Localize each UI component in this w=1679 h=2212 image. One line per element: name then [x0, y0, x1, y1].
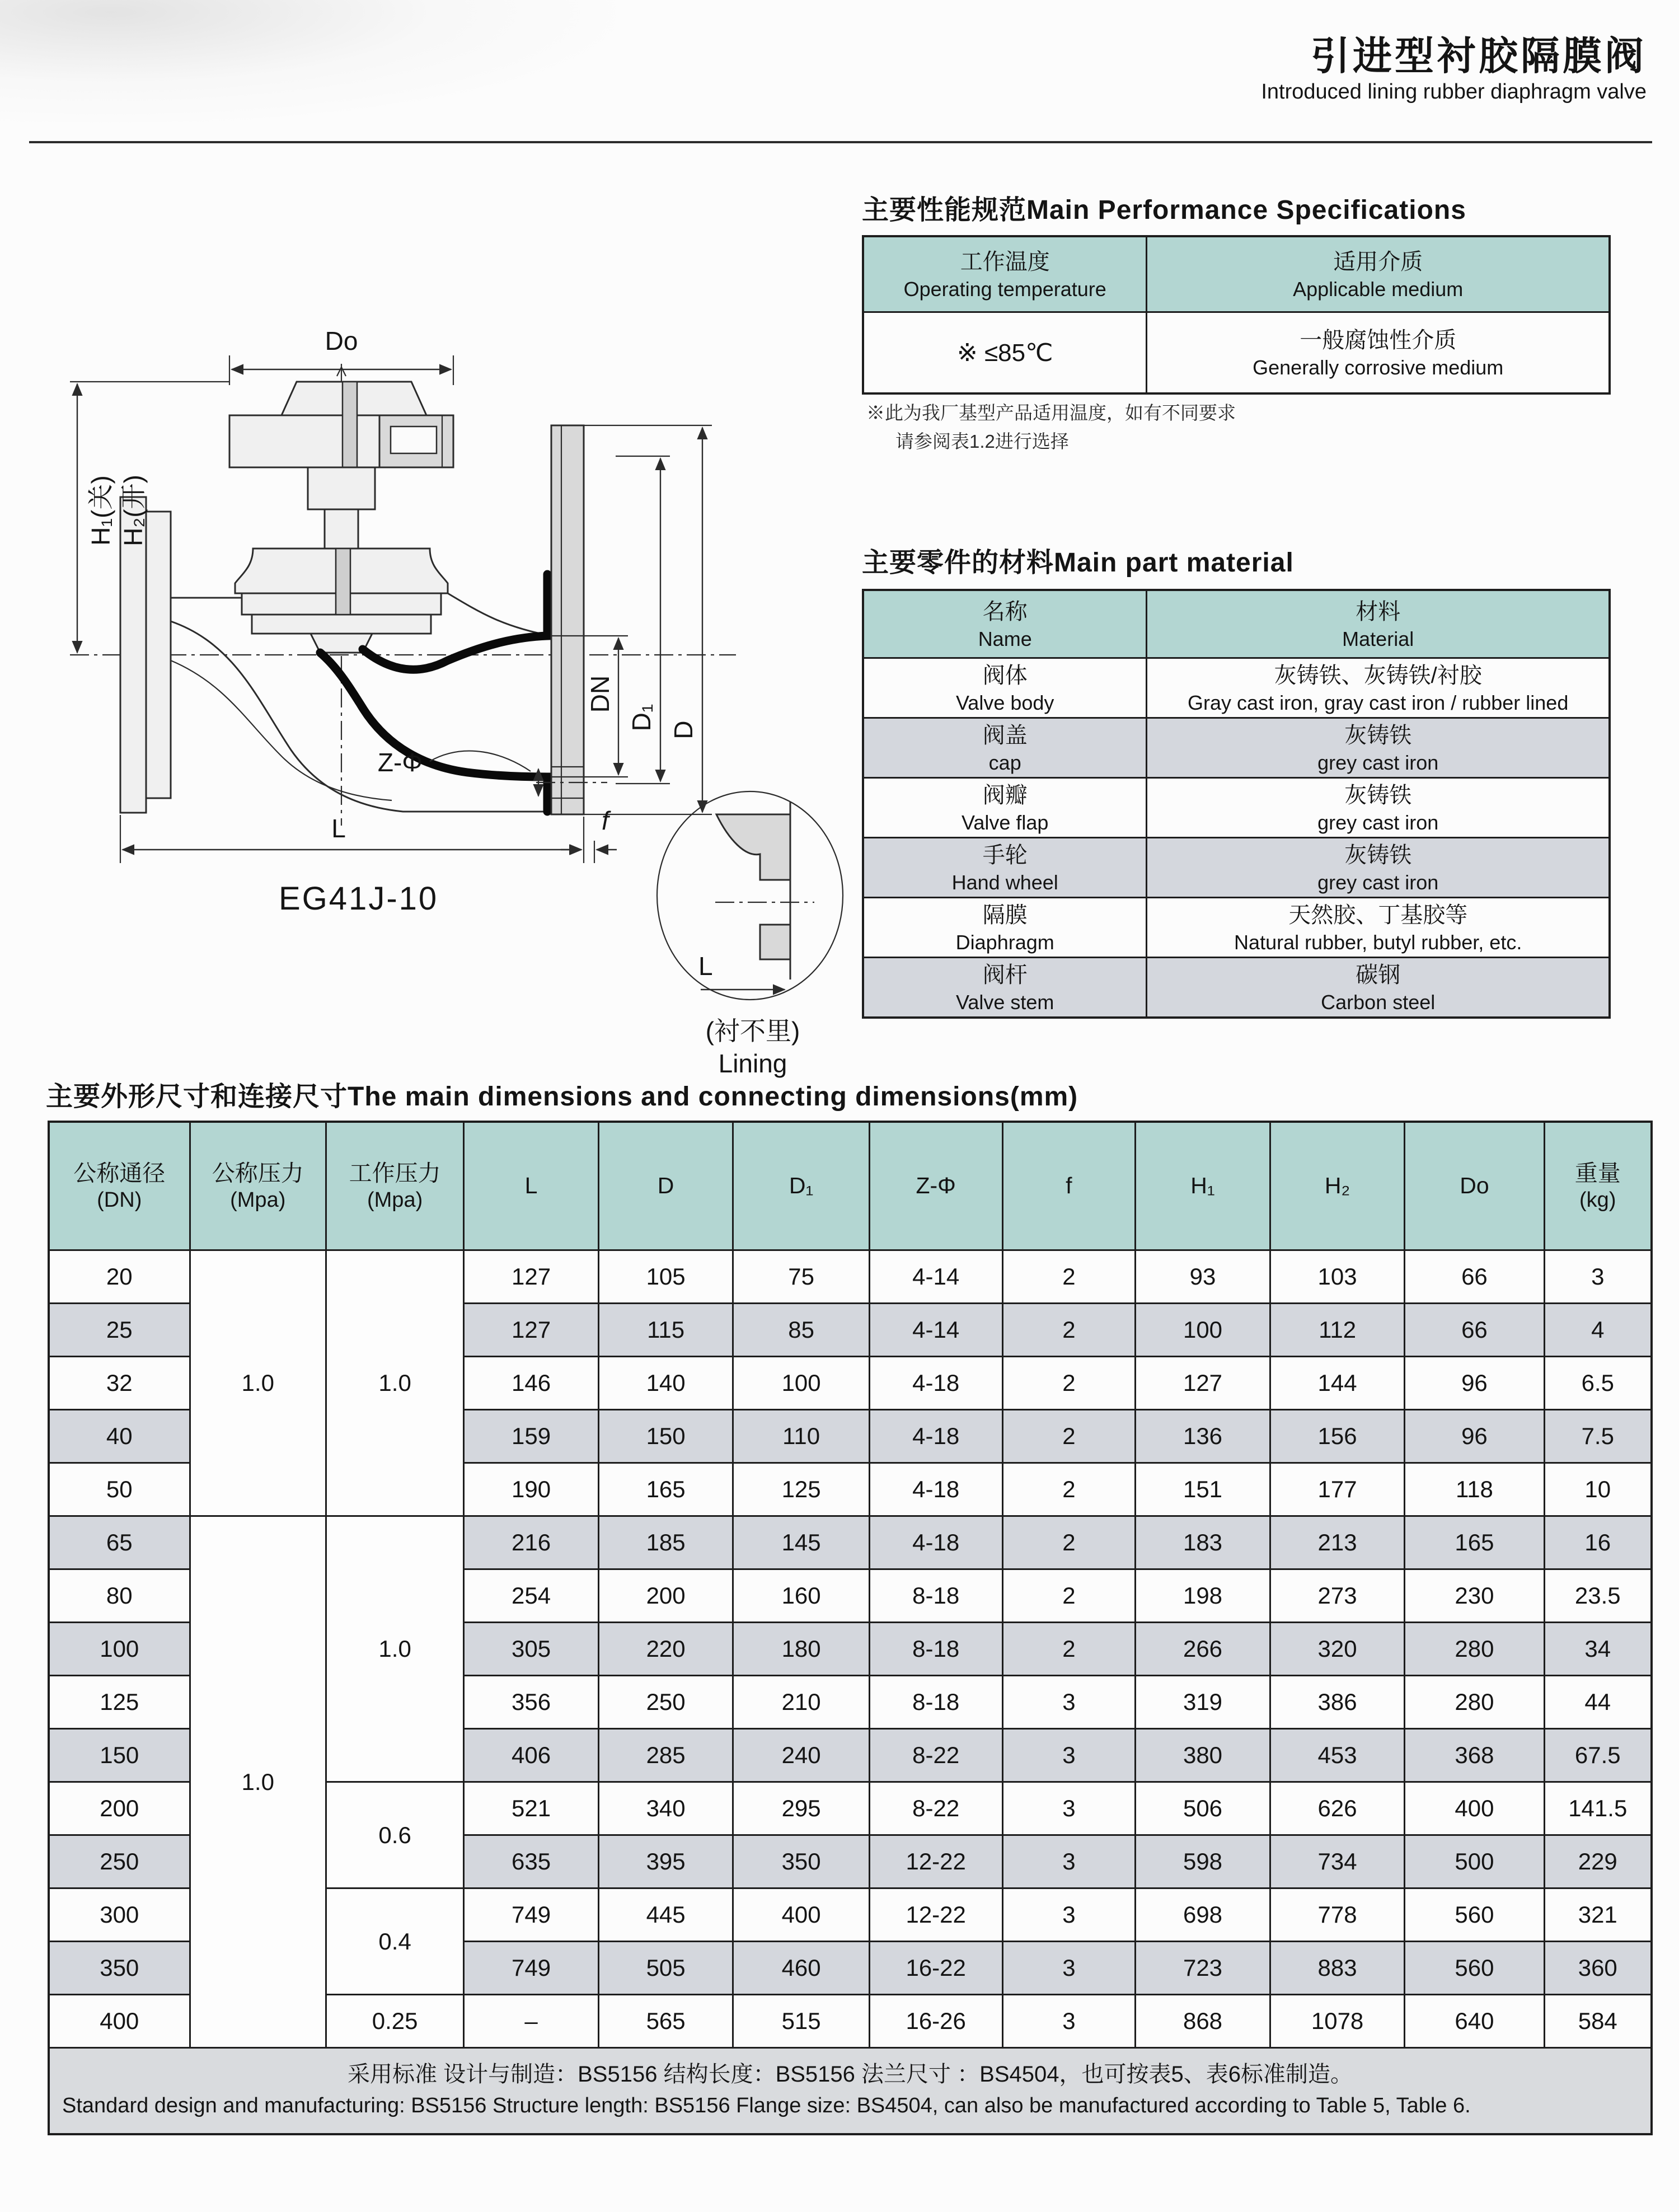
cell-f: 3: [1002, 1995, 1136, 2048]
dimension-row: [49, 1250, 1652, 1304]
material-text-en: grey cast iron: [1317, 751, 1439, 774]
footnote-line2: 请参阅表1.2进行选择: [895, 431, 1069, 452]
header-line1: D₁: [789, 1173, 814, 1199]
cell-d1: 75: [733, 1250, 869, 1304]
cell-d: 340: [598, 1782, 733, 1835]
dimensions-header-cell: [190, 1122, 326, 1250]
cell-do: 230: [1405, 1569, 1544, 1623]
cell-f: 2: [1002, 1516, 1136, 1569]
material-name-cell: [863, 838, 1147, 898]
cell-d: 220: [598, 1623, 733, 1676]
cell-d1: 160: [733, 1569, 869, 1623]
cell-h1: 698: [1136, 1888, 1270, 1942]
cell-h1: 93: [1136, 1250, 1270, 1304]
cell-h1: 506: [1136, 1782, 1270, 1835]
cell-d: 165: [598, 1463, 733, 1516]
dimensions-footer-row: [49, 2048, 1652, 2135]
cell-do: 280: [1405, 1623, 1544, 1676]
materials-table: [862, 589, 1611, 1019]
dimensions-section-title: 主要外形尺寸和连接尺寸The main dimensions and connecting dimensions(mm): [46, 1082, 1078, 1112]
medium-text-zh: 一般腐蚀性介质: [1300, 327, 1457, 353]
cell-do: 118: [1405, 1463, 1544, 1516]
cell-do: 165: [1405, 1516, 1544, 1569]
performance-table: [862, 235, 1611, 395]
material-text-en: Diaphragm: [955, 930, 1054, 954]
standards-note-en: Standard design and manufacturing: BS5156 Structure length: BS5156 Flange size: BS4504, can also be manufactured according to Table 5, Table 6.: [62, 2094, 1471, 2117]
page-title-en: Introduced lining rubber diaphragm valve: [1261, 80, 1647, 104]
material-value-cell: [1147, 898, 1610, 958]
material-text-zh: 天然胶、丁基胶等: [1288, 902, 1468, 927]
materials-section-title: 主要零件的材料Main part material: [862, 548, 1294, 578]
cell-h2: 734: [1270, 1835, 1405, 1888]
cell-l: 749: [464, 1888, 599, 1942]
cell-l: 749: [464, 1942, 599, 1995]
header-line2: (DN): [97, 1188, 142, 1212]
cell-dn: 350: [49, 1942, 190, 1995]
cell-d: 150: [598, 1410, 733, 1463]
cell-dn: 40: [49, 1410, 190, 1463]
cell-do: 640: [1405, 1995, 1544, 2048]
cell-f: 2: [1002, 1569, 1136, 1623]
cell-d: 105: [598, 1250, 733, 1304]
cell-do: 368: [1405, 1729, 1544, 1782]
dimensions-table-body: [49, 1250, 1652, 2048]
material-value-cell: [1147, 838, 1610, 898]
cell-dn: 65: [49, 1516, 190, 1569]
cell-weight: 67.5: [1544, 1729, 1652, 1782]
cell-z-phi: 16-22: [869, 1942, 1002, 1995]
cell-h1: 127: [1136, 1357, 1270, 1410]
material-value-cell: [1147, 718, 1610, 778]
operating-temperature-header: [863, 236, 1147, 312]
material-text-zh: 灰铸铁: [1344, 842, 1412, 868]
medium-value-cell: [1147, 312, 1610, 394]
cell-dn: 80: [49, 1569, 190, 1623]
performance-section-title: 主要性能规范Main Performance Specifications: [862, 195, 1466, 225]
cell-h1: 598: [1136, 1835, 1270, 1888]
cell-d: 185: [598, 1516, 733, 1569]
cell-l: 146: [464, 1357, 599, 1410]
material-header: [1147, 590, 1610, 658]
material-text-en: Hand wheel: [951, 870, 1058, 894]
header-line1: 重量: [1574, 1160, 1621, 1186]
length-dimension: [120, 806, 617, 863]
f-label: f: [602, 806, 609, 835]
cell-dn: 125: [49, 1676, 190, 1729]
bonnet: [235, 549, 448, 653]
temperature-value-cell: [863, 312, 1147, 394]
cell-weight: 321: [1544, 1888, 1652, 1942]
cell-d: 200: [598, 1569, 733, 1623]
title-block: [1261, 35, 1647, 104]
cell-h1: 100: [1136, 1304, 1270, 1357]
cell-h1: 723: [1136, 1942, 1270, 1995]
header-line1: f: [1066, 1173, 1072, 1199]
header-line1: H₂: [1324, 1173, 1350, 1199]
cell-l: 356: [464, 1676, 599, 1729]
cell-d1: 240: [733, 1729, 869, 1782]
cell-h2: 156: [1270, 1410, 1405, 1463]
material-row: [863, 778, 1610, 838]
cell-dn: 32: [49, 1357, 190, 1410]
cell-weight: 229: [1544, 1835, 1652, 1888]
cell-do: 66: [1405, 1250, 1544, 1304]
dimensions-header-cell: [733, 1122, 869, 1250]
header-line2: (Mpa): [367, 1188, 423, 1212]
cell-l: 216: [464, 1516, 599, 1569]
name-header: [863, 590, 1147, 658]
header-line1: 公称通径: [73, 1160, 166, 1186]
cell-d: 395: [598, 1835, 733, 1888]
material-row: [863, 718, 1610, 778]
footnote-line1: ※此为我厂基型产品适用温度，如有不同要求: [866, 402, 1236, 423]
cell-weight: 360: [1544, 1942, 1652, 1995]
scan-artifact: [0, 0, 616, 123]
page-title-zh: 引进型衬胶隔膜阀: [1311, 34, 1647, 78]
performance-data-row: [863, 312, 1610, 394]
cell-dn: 250: [49, 1835, 190, 1888]
cell-z-phi: 4-18: [869, 1357, 1002, 1410]
material-text-en: Valve flap: [961, 810, 1049, 834]
cell-h2: 177: [1270, 1463, 1405, 1516]
cell-do: 280: [1405, 1676, 1544, 1729]
cell-working-pressure: 0.6: [326, 1782, 463, 1888]
performance-footnote: [866, 399, 1236, 456]
cell-dn: 400: [49, 1995, 190, 2048]
detail-l-label: L: [698, 952, 713, 981]
cell-l: 159: [464, 1410, 599, 1463]
h2-label: H₂(开): [119, 475, 148, 546]
cell-z-phi: 4-14: [869, 1304, 1002, 1357]
material-value-cell: [1147, 658, 1610, 718]
material-text-en: grey cast iron: [1317, 870, 1439, 894]
cell-d1: 400: [733, 1888, 869, 1942]
cell-do: 66: [1405, 1304, 1544, 1357]
cell-weight: 4: [1544, 1304, 1652, 1357]
cell-l: 521: [464, 1782, 599, 1835]
dimensions-header-cell: [598, 1122, 733, 1250]
dimensions-header-cell: [1002, 1122, 1136, 1250]
cell-z-phi: 4-18: [869, 1463, 1002, 1516]
cell-do: 500: [1405, 1835, 1544, 1888]
cell-z-phi: 4-18: [869, 1410, 1002, 1463]
material-text-zh: 灰铸铁: [1344, 723, 1412, 748]
cell-dn: 150: [49, 1729, 190, 1782]
material-text-zh: 隔膜: [982, 902, 1028, 927]
material-text-en: Carbon steel: [1321, 990, 1436, 1014]
cell-weight: 23.5: [1544, 1569, 1652, 1623]
cell-working-pressure: 0.25: [326, 1995, 463, 2048]
cell-dn: 50: [49, 1463, 190, 1516]
cell-z-phi: 16-26: [869, 1995, 1002, 2048]
cell-weight: 10: [1544, 1463, 1652, 1516]
standards-note-cell: [49, 2048, 1652, 2135]
cell-d1: 145: [733, 1516, 869, 1569]
cell-h1: 319: [1136, 1676, 1270, 1729]
material-text-en: grey cast iron: [1317, 810, 1439, 834]
material-name-cell: [863, 958, 1147, 1018]
cell-l: –: [464, 1995, 599, 2048]
material-text-zh: 灰铸铁、灰铸铁/衬胶: [1274, 663, 1482, 688]
cell-dn: 25: [49, 1304, 190, 1357]
material-text-en: Valve body: [955, 691, 1054, 714]
materials-header-row: [863, 590, 1610, 658]
cell-weight: 141.5: [1544, 1782, 1652, 1835]
cell-z-phi: 4-18: [869, 1516, 1002, 1569]
cell-z-phi: 8-22: [869, 1782, 1002, 1835]
dimensions-header-cell: [49, 1122, 190, 1250]
cell-h2: 1078: [1270, 1995, 1405, 2048]
cell-f: 3: [1002, 1782, 1136, 1835]
cell-f: 2: [1002, 1304, 1136, 1357]
header-text-en: Material: [1342, 627, 1414, 650]
dimensions-header-cell: [869, 1122, 1002, 1250]
cell-z-phi: 12-22: [869, 1835, 1002, 1888]
cell-h2: 626: [1270, 1782, 1405, 1835]
material-name-cell: [863, 718, 1147, 778]
valve-drawing: [56, 235, 867, 1091]
dimensions-header-cell: [326, 1122, 463, 1250]
cell-f: 2: [1002, 1463, 1136, 1516]
dimensions-header-cell: [1544, 1122, 1652, 1250]
cell-l: 127: [464, 1250, 599, 1304]
cell-nominal-pressure: 1.0: [190, 1516, 326, 2048]
h1-label: H₁(关): [86, 475, 115, 546]
header-line1: Do: [1460, 1173, 1489, 1199]
cell-h2: 213: [1270, 1516, 1405, 1569]
medium-text-en: Generally corrosive medium: [1253, 355, 1504, 379]
cell-l: 406: [464, 1729, 599, 1782]
cell-h1: 380: [1136, 1729, 1270, 1782]
cell-do: 96: [1405, 1357, 1544, 1410]
material-value-cell: [1147, 958, 1610, 1018]
cell-f: 3: [1002, 1729, 1136, 1782]
cell-dn: 20: [49, 1250, 190, 1304]
material-row: [863, 838, 1610, 898]
cell-weight: 584: [1544, 1995, 1652, 2048]
valve-stem: [308, 467, 375, 549]
cell-z-phi: 4-14: [869, 1250, 1002, 1304]
cell-d1: 210: [733, 1676, 869, 1729]
cell-d: 565: [598, 1995, 733, 2048]
dimensions-header-cell: [1136, 1122, 1270, 1250]
header-line1: H₁: [1190, 1173, 1215, 1199]
cell-do: 560: [1405, 1888, 1544, 1942]
header-text-en: Operating temperature: [903, 277, 1106, 301]
material-text-en: cap: [988, 751, 1021, 774]
cell-z-phi: 8-22: [869, 1729, 1002, 1782]
dimensions-header-cell: [1405, 1122, 1544, 1250]
cell-l: 635: [464, 1835, 599, 1888]
cell-d1: 460: [733, 1942, 869, 1995]
cell-working-pressure: 1.0: [326, 1250, 463, 1516]
dimensions-header-cell: [1270, 1122, 1405, 1250]
cell-do: 96: [1405, 1410, 1544, 1463]
cell-h1: 266: [1136, 1623, 1270, 1676]
cell-weight: 16: [1544, 1516, 1652, 1569]
cell-h1: 151: [1136, 1463, 1270, 1516]
cell-h2: 778: [1270, 1888, 1405, 1942]
cell-h2: 144: [1270, 1357, 1405, 1410]
cell-d1: 125: [733, 1463, 869, 1516]
header-text-zh: 工作温度: [960, 249, 1050, 274]
header-line1: L: [524, 1173, 538, 1199]
cell-l: 305: [464, 1623, 599, 1676]
material-text-zh: 阀瓣: [982, 782, 1028, 808]
cell-l: 254: [464, 1569, 599, 1623]
material-row: [863, 898, 1610, 958]
material-row: [863, 958, 1610, 1018]
cell-nominal-pressure: 1.0: [190, 1250, 326, 1516]
material-row: [863, 658, 1610, 718]
material-text-zh: 灰铸铁: [1344, 782, 1412, 808]
cell-d1: 350: [733, 1835, 869, 1888]
cell-l: 127: [464, 1304, 599, 1357]
material-name-cell: [863, 898, 1147, 958]
material-text-zh: 碳钢: [1356, 962, 1401, 987]
cell-dn: 200: [49, 1782, 190, 1835]
cell-weight: 44: [1544, 1676, 1652, 1729]
do-label: Do: [325, 326, 358, 355]
cell-h2: 273: [1270, 1569, 1405, 1623]
material-name-cell: [863, 778, 1147, 838]
cell-d: 505: [598, 1942, 733, 1995]
model-label: EG41J-10: [279, 880, 439, 917]
z-phi-label: Z-Φ: [377, 748, 423, 777]
l-label: L: [331, 814, 346, 843]
header-text-zh: 名称: [982, 599, 1028, 624]
cell-d1: 180: [733, 1623, 869, 1676]
cell-dn: 100: [49, 1623, 190, 1676]
cell-f: 3: [1002, 1942, 1136, 1995]
materials-table-body: [863, 658, 1610, 1018]
material-text-zh: 手轮: [982, 842, 1028, 868]
cell-weight: 6.5: [1544, 1357, 1652, 1410]
cell-h2: 386: [1270, 1676, 1405, 1729]
material-text-zh: 阀体: [982, 663, 1028, 688]
cell-h2: 320: [1270, 1623, 1405, 1676]
lining-caption-zh: (衬不里): [705, 1016, 800, 1046]
cell-f: 3: [1002, 1888, 1136, 1942]
d-label: D: [669, 720, 698, 739]
cell-d1: 100: [733, 1357, 869, 1410]
cell-h1: 868: [1136, 1995, 1270, 2048]
material-text-en: Gray cast iron, gray cast iron / rubber lined: [1188, 691, 1569, 714]
material-value-cell: [1147, 778, 1610, 838]
material-text-zh: 阀盖: [982, 723, 1028, 748]
cell-f: 3: [1002, 1835, 1136, 1888]
header-line1: D: [657, 1173, 674, 1199]
cell-d: 115: [598, 1304, 733, 1357]
cell-d1: 85: [733, 1304, 869, 1357]
cell-d: 445: [598, 1888, 733, 1942]
cell-weight: 34: [1544, 1623, 1652, 1676]
cell-d: 140: [598, 1357, 733, 1410]
cell-d1: 110: [733, 1410, 869, 1463]
cell-do: 400: [1405, 1782, 1544, 1835]
cell-working-pressure: 1.0: [326, 1516, 463, 1782]
title-divider: [29, 141, 1652, 143]
cell-f: 3: [1002, 1676, 1136, 1729]
material-text-zh: 阀杆: [982, 962, 1028, 987]
cell-dn: 300: [49, 1888, 190, 1942]
lining-caption-en: Lining: [718, 1049, 787, 1078]
material-name-cell: [863, 658, 1147, 718]
cell-d: 285: [598, 1729, 733, 1782]
header-text-zh: 适用介质: [1333, 249, 1423, 274]
standards-note-zh: 采用标准 设计与制造：BS5156 结构长度：BS5156 法兰尺寸 ：BS4504，也可按表5、表6标准制造。: [348, 2062, 1353, 2087]
header-text-en: Applicable medium: [1293, 277, 1464, 301]
d1-label: D₁: [627, 704, 656, 732]
cell-h2: 112: [1270, 1304, 1405, 1357]
lining-detail: [657, 791, 843, 1078]
cell-h2: 883: [1270, 1942, 1405, 1995]
cell-h2: 103: [1270, 1250, 1405, 1304]
temperature-value: ※ ≤85℃: [956, 339, 1053, 367]
cell-weight: 3: [1544, 1250, 1652, 1304]
cell-f: 2: [1002, 1410, 1136, 1463]
dimension-row: [49, 1516, 1652, 1569]
header-line2: (kg): [1579, 1188, 1616, 1212]
header-line1: 公称压力: [212, 1160, 304, 1186]
dimensions-header-row: [49, 1122, 1652, 1250]
cell-h1: 183: [1136, 1516, 1270, 1569]
cell-h2: 453: [1270, 1729, 1405, 1782]
cell-h1: 136: [1136, 1410, 1270, 1463]
cell-f: 2: [1002, 1357, 1136, 1410]
material-text-en: Valve stem: [956, 990, 1054, 1014]
cell-f: 2: [1002, 1623, 1136, 1676]
header-line1: 工作压力: [349, 1160, 441, 1186]
header-line1: Z-Φ: [916, 1173, 956, 1199]
cell-h1: 198: [1136, 1569, 1270, 1623]
header-text-zh: 材料: [1356, 599, 1401, 624]
cell-do: 560: [1405, 1942, 1544, 1995]
dimensions-table: [48, 1121, 1653, 2135]
dn-label: DN: [585, 675, 615, 713]
cell-z-phi: 8-18: [869, 1569, 1002, 1623]
cell-f: 2: [1002, 1250, 1136, 1304]
dimensions-header-cell: [464, 1122, 599, 1250]
header-text-en: Name: [978, 627, 1032, 650]
performance-header-row: [863, 236, 1610, 312]
cell-d1: 295: [733, 1782, 869, 1835]
cell-d: 250: [598, 1676, 733, 1729]
header-line2: (Mpa): [230, 1188, 286, 1212]
material-text-en: Natural rubber, butyl rubber, etc.: [1234, 930, 1522, 954]
applicable-medium-header: [1147, 236, 1610, 312]
cell-working-pressure: 0.4: [326, 1888, 463, 1995]
cell-z-phi: 12-22: [869, 1888, 1002, 1942]
cell-l: 190: [464, 1463, 599, 1516]
cell-weight: 7.5: [1544, 1410, 1652, 1463]
cell-z-phi: 8-18: [869, 1623, 1002, 1676]
cell-d1: 515: [733, 1995, 869, 2048]
cell-z-phi: 8-18: [869, 1676, 1002, 1729]
